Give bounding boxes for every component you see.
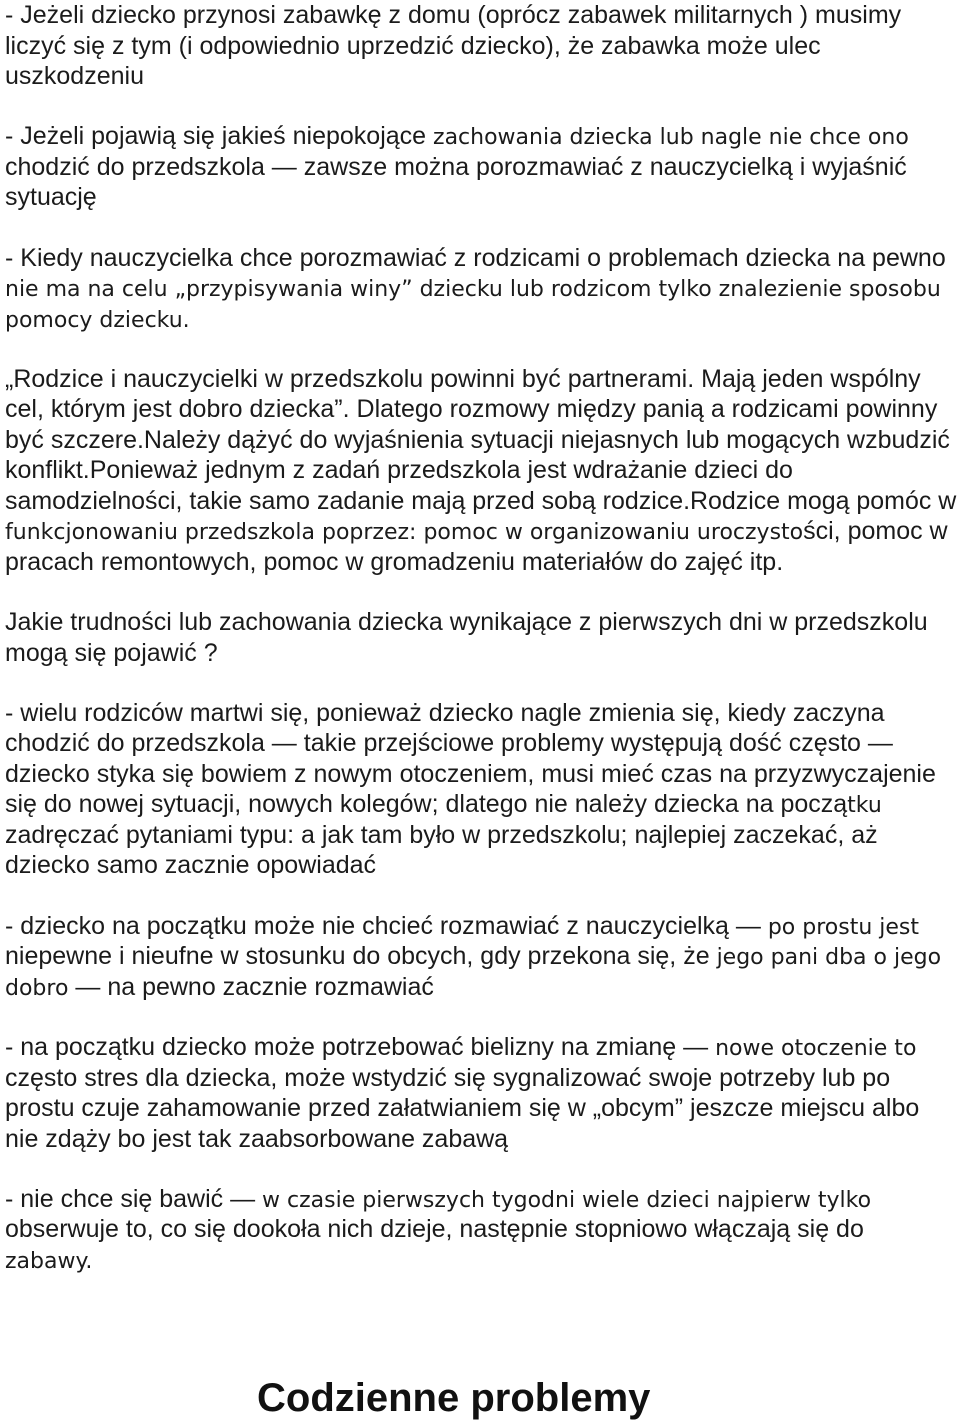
text-segment: chodzić do przedszkola — takie przejściowe problemy występują dość często — [5,729,893,758]
text-segment: nie ma na celu „przypisywania winy” dziecku lub rodzicom tylko znalezienie sposobu [5,277,941,303]
text-segment: chodzić do przedszkola — zawsze można porozmawiać z nauczycielką i wyjaśnić [5,152,907,181]
text-segment: uszkodzeniu [5,62,144,90]
text-segment: - wielu rodziców martwi się, ponieważ dziecko nagle zmienia się, kiedy zaczyna [5,698,885,727]
text-line [5,638,956,669]
text-line [5,789,956,820]
text-segment: - Kiedy nauczycielka chce porozmawiać z rodzicami o problemach dziecka na pewno [5,243,946,272]
text-line [5,273,956,304]
text-line [5,1063,956,1094]
paragraph-spare-underwear [5,1032,956,1154]
text-segment: być szczere.Należy dążyć do wyjaśnienia sytuacji niejasnych lub mogących wzbudzić [5,425,950,454]
text-segment: — na pewno zacznie rozmawiać [68,972,434,1001]
text-segment: dziecko samo zacznie opowiadać [5,851,377,880]
text-line [5,455,956,486]
text-line [5,425,956,456]
text-segment: często stres dla dziecka, może wstydzić się sygnalizować swoje potrzeby lub po [5,1063,891,1092]
text-segment: nowe otoczenie to [715,1036,917,1062]
text-segment: pomocy dziecku. [5,307,190,333]
text-line [5,304,956,335]
paragraph-toys-from-home [5,0,956,92]
text-segment: „Rodzice i nauczycielki w przedszkolu powinni być partnerami. Mają jeden wspólny [5,364,921,393]
text-line [5,850,956,881]
text-segment: prostu czuje zahamowanie przed załatwianiem się w „obcym” jeszcze miejscu albo [5,1094,920,1123]
text-line [5,31,956,62]
text-segment: po prostu jest [767,914,919,940]
text-segment: - na początku dziecko może potrzebować bielizny na zmianę — [5,1033,716,1062]
text-line [5,486,957,517]
text-line [5,941,956,972]
text-segment: nie zdąży bo jest tak zaabsorbowane zabawą [5,1124,509,1153]
text-segment: samodzielności, takie samo zadanie mają przed sobą rodzice.Rodzice mogą pomóc w [5,486,957,515]
text-line [5,820,956,851]
text-line [5,1032,956,1063]
text-line [5,394,956,425]
text-segment: tku [847,793,882,819]
paragraph-question [5,607,956,668]
text-line [5,759,956,790]
text-segment: dobro [5,975,69,1001]
text-segment: funkcjonowaniu przedszkola poprzez: pomoc w organizowaniu uroczysto [5,520,804,546]
text-line [5,0,956,31]
text-line [5,972,956,1003]
text-line [5,516,956,547]
text-segment: - Jeżeli pojawią się jakieś niepokojące [5,122,434,151]
text-line [5,364,956,395]
text-segment: zadręczać pytaniami typu: a jak tam było w przedszkolu; najlepiej zaczekać, aż [5,820,878,849]
text-line [5,182,956,213]
text-segment: jego pani dba o jego [716,945,942,971]
text-line [5,61,956,92]
text-segment: sytuację [5,183,97,212]
section-heading: Codzienne problemy [257,1376,651,1420]
text-segment: obserwuje to, co się dookoła nich dzieje, następnie stopniowo włączają się do [5,1215,864,1244]
text-segment: - nie chce się bawić — [5,1184,263,1213]
text-segment: cel, którym jest dobro dziecka”. Dlatego rozmowy między panią a rodzicami powinny [5,395,938,424]
text-line [5,1093,956,1124]
text-segment: mogą się pojawić ? [5,638,218,667]
text-line [5,1124,956,1155]
text-segment: dziecko styka się bowiem z nowym otoczeniem, musi mieć czas na przyzwyczajenie [5,759,936,788]
text-segment: ści, pomoc w [803,517,948,546]
text-segment: - dziecko na początku może nie chcieć rozmawiać z nauczycielką — [5,911,768,940]
paragraph-talking-to-teacher [5,911,956,1003]
text-segment: liczyć się z tym (i odpowiednio uprzedzić dziecko), że zabawka może ulec [5,31,821,60]
text-line [5,1214,956,1245]
paragraph-not-playing [5,1184,956,1276]
text-line [5,121,956,152]
text-segment: - Jeżeli dziecko przynosi zabawkę z domu (oprócz zabawek militarnych ) musimy [5,1,902,29]
paragraph-concerning-behaviour [5,121,956,213]
text-segment: konflikt.Ponieważ jednym z zadań przedszkola jest wdrażanie dzieci do [5,456,793,485]
text-line [5,547,956,578]
paragraph-parents-worry [5,698,956,881]
text-segment: pracach remontowych, pomoc w gromadzeniu materiałów do zajęć itp. [5,547,784,576]
text-line [5,152,956,183]
text-line [5,1245,956,1276]
text-segment: zabawy. [5,1248,93,1274]
text-segment: niepewne i nieufne w stosunku do obcych, gdy przekona się, że [5,942,717,971]
text-segment: się do nowej sytuacji, nowych kolegów; dlatego nie należy dziecka na począ [5,790,848,819]
text-line [5,607,956,638]
paragraph-teacher-talk [5,243,956,335]
text-line [5,243,956,274]
text-line [5,698,956,729]
text-segment: zachowania dziecka lub nagle nie chce ono [433,125,909,151]
paragraph-partnership [5,364,956,578]
text-line [5,1184,956,1215]
text-line [5,728,956,759]
text-segment: w czasie pierwszych tygodni wiele dzieci najpierw tylko [262,1187,872,1213]
text-segment: Jakie trudności lub zachowania dziecka wynikające z pierwszych dni w przedszkolu [5,608,928,637]
text-line [5,911,956,942]
